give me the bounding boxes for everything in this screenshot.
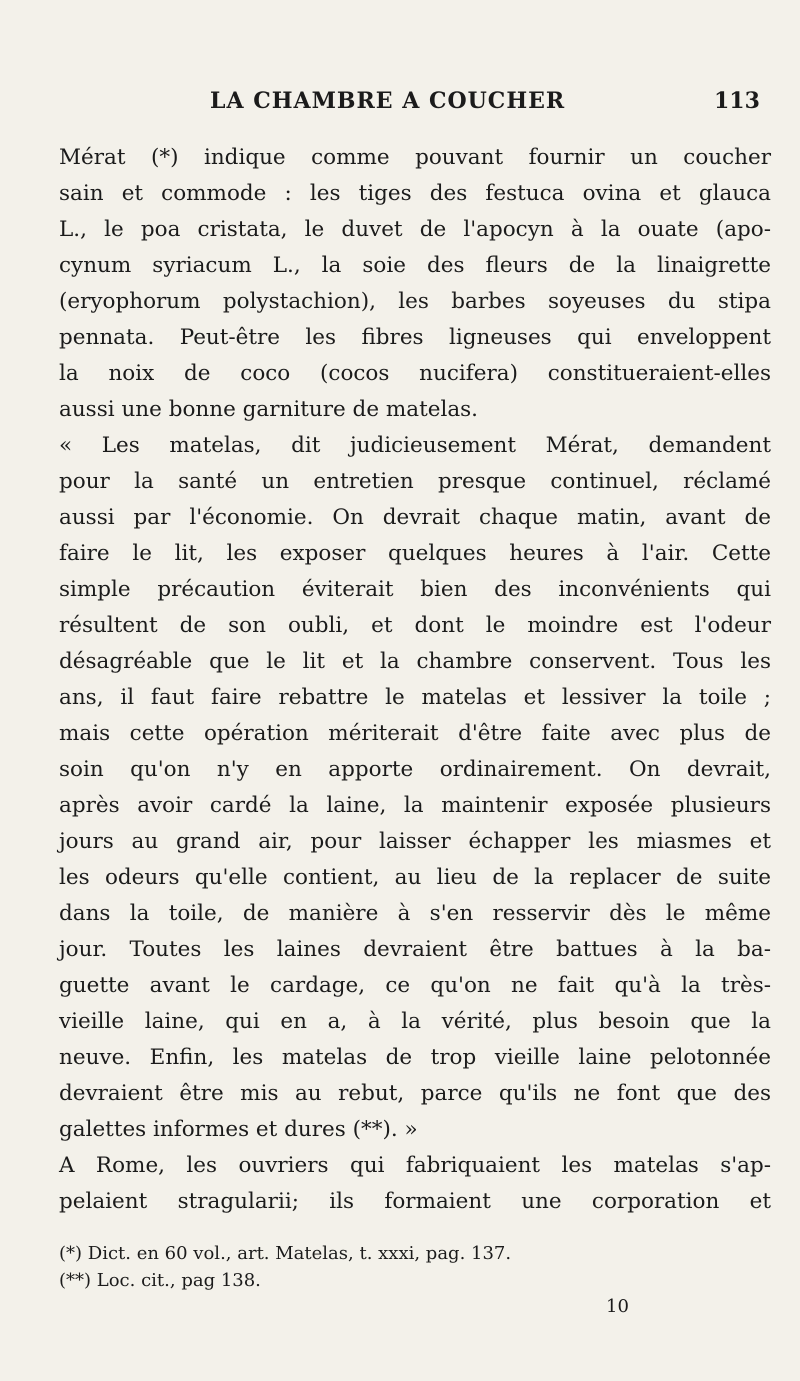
page-number: 113 xyxy=(714,88,760,114)
text-line: dans la toile, de manière à s'en resservir dès le même xyxy=(59,901,771,926)
text-line: vieille laine, qui en a, à la vérité, plus besoin que la xyxy=(59,1009,771,1034)
text-line: aussi par l'économie. On devrait chaque matin, avant de xyxy=(59,505,771,530)
text-line: désagréable que le lit et la chambre conservent. Tous les xyxy=(59,649,771,674)
text-line: pennata. Peut-être les fibres ligneuses qui enveloppent xyxy=(59,325,771,350)
text-line: après avoir cardé la laine, la maintenir exposée plusieurs xyxy=(59,793,771,818)
text-line: (eryophorum polystachion), les barbes soyeuses du stipa xyxy=(59,289,771,314)
text-line: « Les matelas, dit judicieusement Mérat, demandent xyxy=(59,433,771,458)
text-line: jour. Toutes les laines devraient être battues à la ba- xyxy=(59,937,771,962)
text-line: devraient être mis au rebut, parce qu'ils ne font que des xyxy=(59,1081,771,1106)
text-line: la noix de coco (cocos nucifera) constitueraient-elles xyxy=(59,361,771,386)
text-line: soin qu'on n'y en apporte ordinairement. On devrait, xyxy=(59,757,771,782)
footnote: (*) Dict. en 60 vol., art. Matelas, t. xxxi, pag. 137. xyxy=(59,1243,512,1264)
signature-mark: 10 xyxy=(606,1296,629,1317)
text-line: L., le poa cristata, le duvet de l'apocyn à la ouate (apo- xyxy=(59,217,771,242)
text-line: mais cette opération mériterait d'être faite avec plus de xyxy=(59,721,771,746)
text-line: aussi une bonne garniture de matelas. xyxy=(59,397,479,422)
body-text xyxy=(59,140,771,1220)
footnote: (**) Loc. cit., pag 138. xyxy=(59,1270,261,1291)
text-line: pelaient stragularii; ils formaient une corporation et xyxy=(59,1189,771,1214)
text-line: les odeurs qu'elle contient, au lieu de la replacer de suite xyxy=(59,865,771,890)
text-line: pour la santé un entretien presque continuel, réclamé xyxy=(59,469,771,494)
text-line: cynum syriacum L., la soie des fleurs de la linaigrette xyxy=(59,253,771,278)
running-title: LA CHAMBRE A COUCHER xyxy=(210,88,566,114)
text-line: A Rome, les ouvriers qui fabriquaient les matelas s'ap- xyxy=(59,1153,771,1178)
text-line: ans, il faut faire rebattre le matelas et lessiver la toile ; xyxy=(59,685,771,710)
text-line: Mérat (*) indique comme pouvant fournir un coucher xyxy=(59,145,771,170)
text-line: guette avant le cardage, ce qu'on ne fait qu'à la très- xyxy=(59,973,771,998)
text-line: neuve. Enfin, les matelas de trop vieille laine pelotonnée xyxy=(59,1045,771,1070)
footnotes xyxy=(59,1240,771,1294)
text-line: galettes informes et dures (**). » xyxy=(59,1117,418,1142)
text-line: simple précaution éviterait bien des inconvénients qui xyxy=(59,577,771,602)
text-line: faire le lit, les exposer quelques heures à l'air. Cette xyxy=(59,541,771,566)
text-line: résultent de son oubli, et dont le moindre est l'odeur xyxy=(59,613,771,638)
text-line: sain et commode : les tiges des festuca ovina et glauca xyxy=(59,181,771,206)
text-line: jours au grand air, pour laisser échapper les miasmes et xyxy=(59,829,771,854)
running-head xyxy=(0,88,800,128)
